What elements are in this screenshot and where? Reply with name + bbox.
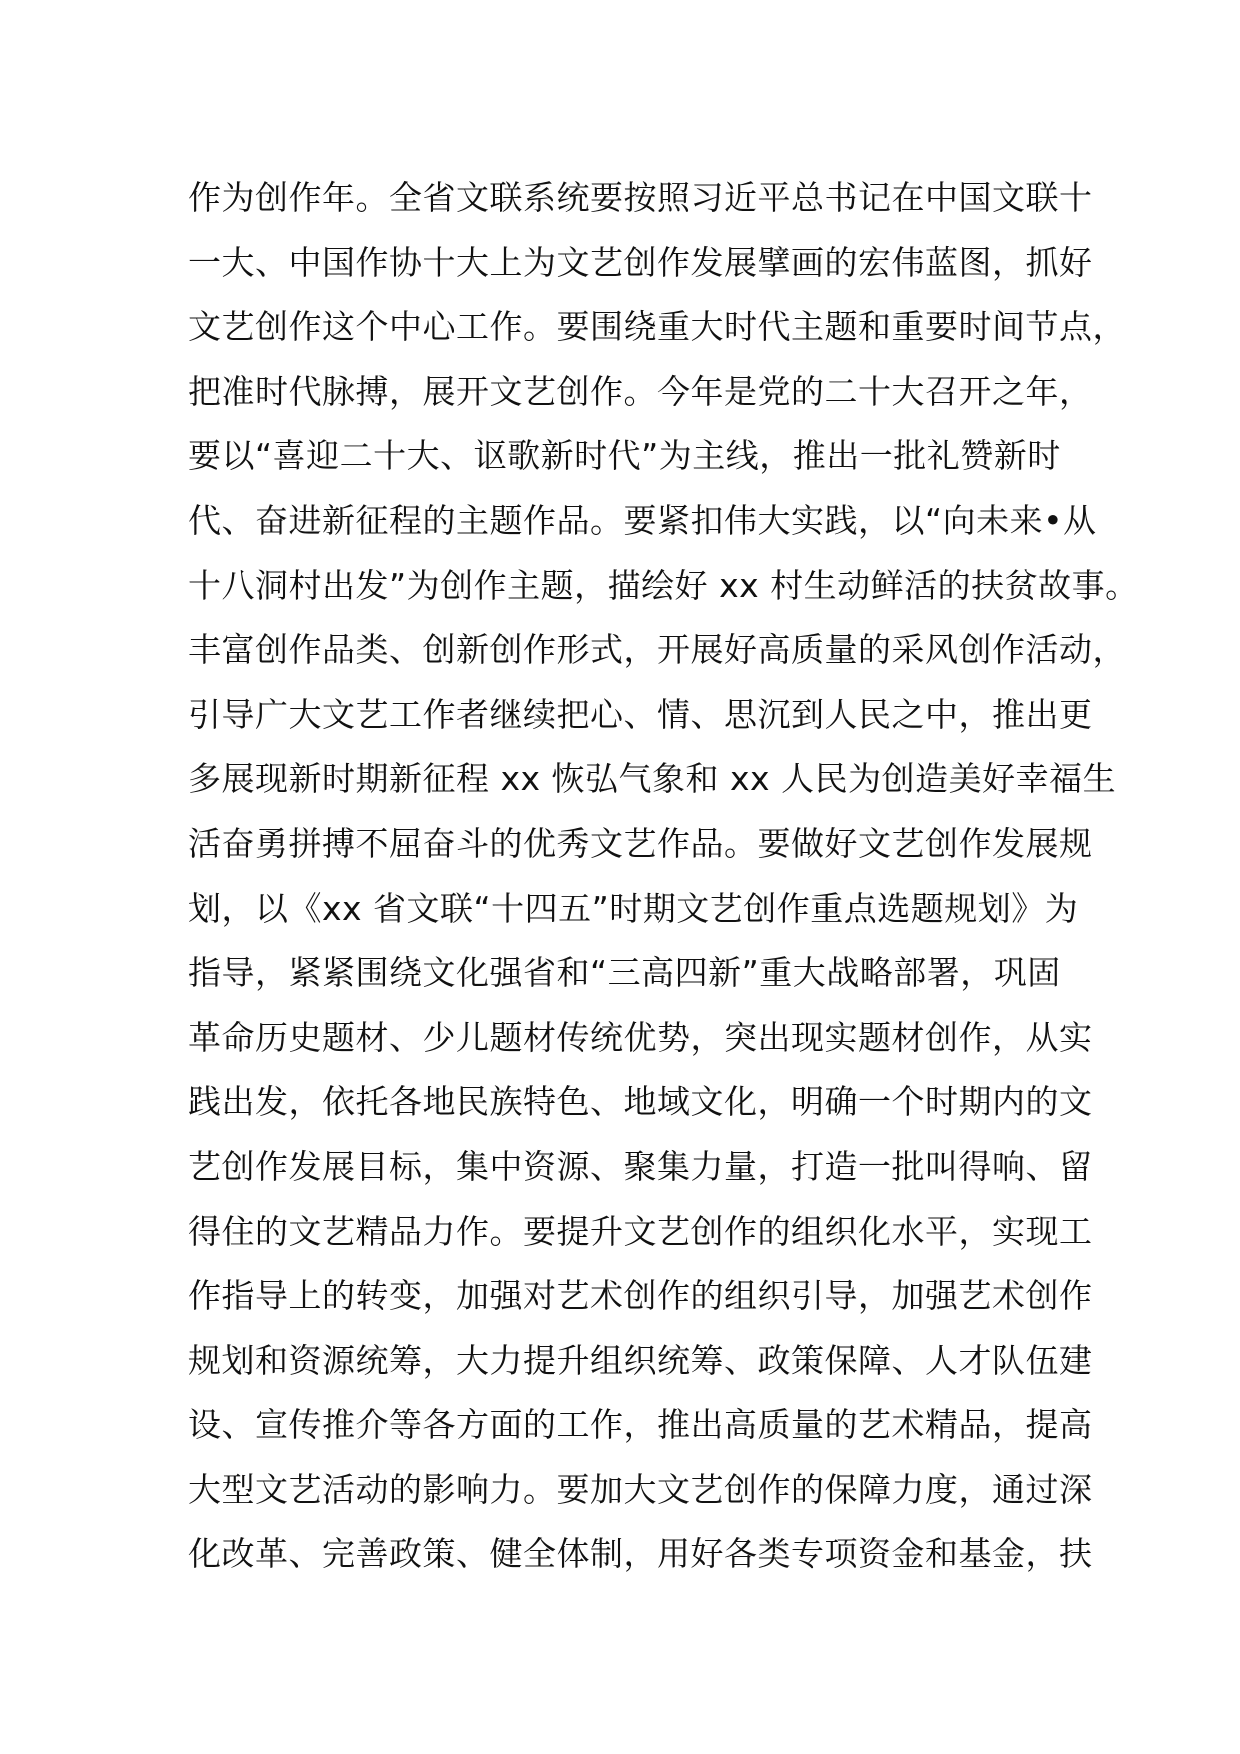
text-line: 得住的文艺精品力作。要提升文艺创作的组织化水平，实现工: [188, 1211, 1093, 1251]
text-line: 大型文艺活动的影响力。要加大文艺创作的保障力度，通过深: [188, 1469, 1093, 1509]
text-line: 化改革、完善政策、健全体制，用好各类专项资金和基金，扶: [188, 1534, 1093, 1574]
text-line: 把准时代脉搏，展开文艺创作。今年是党的二十大召开之年，: [188, 371, 1093, 411]
text-line: 革命历史题材、少儿题材传统优势，突出现实题材创作，从实: [188, 1017, 1093, 1057]
text-line: 指导，紧紧围绕文化强省和“三高四新”重大战略部署，巩固: [188, 953, 1061, 993]
text-line: 践出发，依托各地民族特色、地域文化，明确一个时期内的文: [188, 1082, 1093, 1122]
text-line: 作指导上的转变，加强对艺术创作的组织引导，加强艺术创作: [188, 1276, 1093, 1316]
text-line: 设、宣传推介等各方面的工作，推出高质量的艺术精品，提高: [188, 1405, 1093, 1445]
text-line: 要以“喜迎二十大、讴歌新时代”为主线，推出一批礼赞新时: [188, 436, 1061, 476]
text-line: 丰富创作品类、创新创作形式，开展好高质量的采风创作活动，: [188, 630, 1126, 670]
text-line: 引导广大文艺工作者继续把心、情、思沉到人民之中，推出更: [188, 694, 1093, 734]
text-line: 活奋勇拼搏不屈奋斗的优秀文艺作品。要做好文艺创作发展规: [188, 823, 1093, 863]
text-line: 十八洞村出发”为创作主题，描绘好 xx 村生动鲜活的扶贫故事。: [188, 565, 1139, 605]
body-text: [188, 166, 1139, 1587]
text-line: 规划和资源统筹，大力提升组织统筹、政策保障、人才队伍建: [188, 1340, 1093, 1380]
text-line: 一大、中国作协十大上为文艺创作发展擘画的宏伟蓝图，抓好: [188, 242, 1093, 282]
text-line: 划，以《xx 省文联“十四五”时期文艺创作重点选题规划》为: [188, 888, 1079, 928]
text-line: 代、奋进新征程的主题作品。要紧扣伟大实践，以“向未来•从: [188, 500, 1097, 540]
text-line: 文艺创作这个中心工作。要围绕重大时代主题和重要时间节点，: [188, 307, 1126, 347]
text-line: 多展现新时期新征程 xx 恢弘气象和 xx 人民为创造美好幸福生: [188, 759, 1117, 799]
text-line: 作为创作年。全省文联系统要按照习近平总书记在中国文联十: [188, 178, 1093, 217]
text-line: 艺创作发展目标，集中资源、聚集力量，打造一批叫得响、留: [188, 1146, 1093, 1186]
